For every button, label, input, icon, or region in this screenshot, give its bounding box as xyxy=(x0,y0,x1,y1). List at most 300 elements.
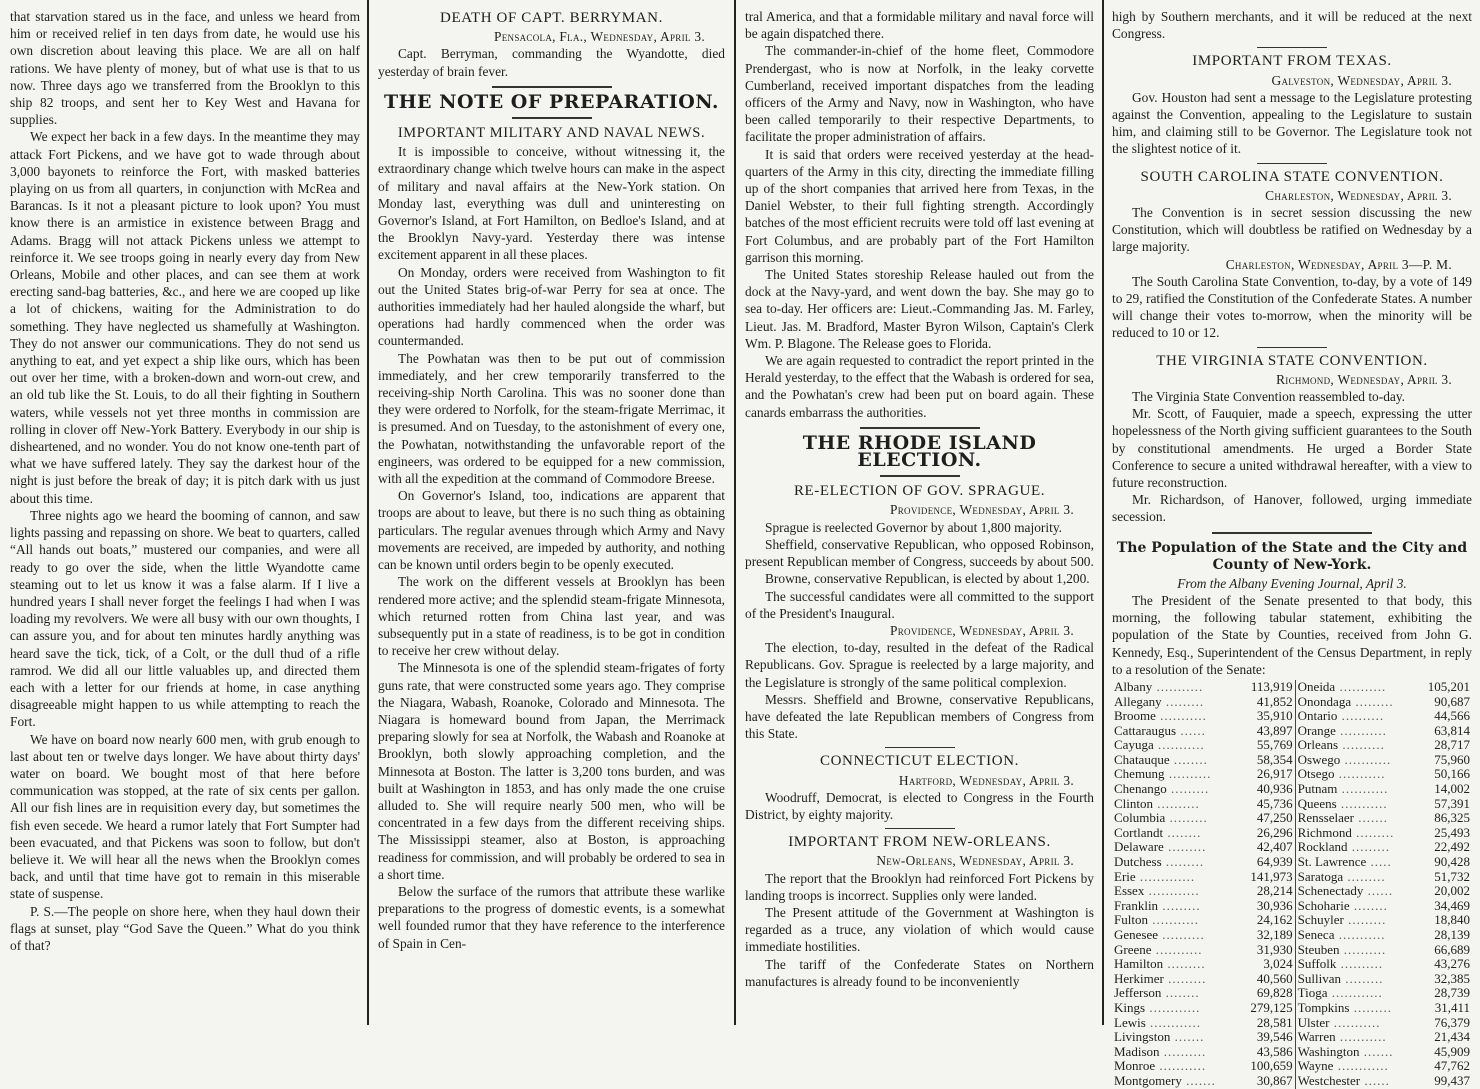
paragraph: Browne, conservative Republican, is elected by about 1,200. xyxy=(765,571,1090,587)
dot-leader: ......... xyxy=(1343,868,1386,884)
county-name xyxy=(1296,680,1417,695)
dot-leader: ......... xyxy=(1351,693,1394,709)
county-label: Jefferson xyxy=(1114,985,1162,1001)
population-value: 30,867 xyxy=(1256,1072,1293,1088)
dot-leader: ...... xyxy=(1363,883,1394,899)
dateline: Providence, Wednesday, April 3. xyxy=(889,622,1074,638)
dot-leader: ......... xyxy=(1163,839,1207,855)
population-value: 43,586 xyxy=(1256,1043,1293,1059)
divider xyxy=(1257,47,1327,48)
county-name xyxy=(1112,1045,1239,1060)
paragraph: Capt. Berryman, commanding the Wyandotte, died yesterday of brain fever. xyxy=(378,46,725,79)
population-value: 3,024 xyxy=(1263,956,1293,972)
county-label: Broome xyxy=(1114,708,1156,724)
county-name xyxy=(1296,855,1417,870)
population-value: 40,560 xyxy=(1256,970,1293,986)
county-name xyxy=(1296,811,1417,826)
paragraph: P. S.—The people on shore here, when they haul down their flags at sunset, play “God Save the Queen.” What do you think of that? xyxy=(10,903,360,953)
population-value: 47,762 xyxy=(1434,1058,1470,1074)
table-row xyxy=(1112,928,1472,943)
county-label: Kings xyxy=(1114,999,1146,1015)
paragraph: The Convention is in secret session discussing the new Constitution, which will doubtless be ratified on Wednesday by a large majority. xyxy=(1112,205,1472,255)
dot-leader: ........... xyxy=(1153,737,1205,753)
dot-leader: ........... xyxy=(1334,766,1386,782)
county-name xyxy=(1296,1030,1417,1045)
county-label: Putnam xyxy=(1297,781,1338,797)
dateline: Hartford, Wednesday, April 3. xyxy=(898,772,1074,788)
dot-leader: ........... xyxy=(1151,941,1203,957)
dot-leader: ........ xyxy=(1169,751,1208,767)
dot-leader: ....... xyxy=(1170,1029,1205,1045)
county-label: Cayuga xyxy=(1114,737,1154,753)
paragraph: Three nights ago we heard the booming of cannon, and saw lights passing and repassing on shore. We beat to quarters, called “All hands out boats,” mustered our companies, and were all ready to go over the side, when the little Wyandotte came steaming out to let us know it was a false alarm. If I live a hundred years I shall never forget the feelings I had when I was loading my revolvers. We were all busy with our own thoughts, I can assure you, and for about ten minutes hardly anything was heard save the tick, tick, of a Colt, or the dull thud of a rifle ramrod. We did all our little valuables up, and directed them each with a letter for our friends at home, in case anything disagreeable might happen to us while attempting to reach the Fort. xyxy=(10,507,360,730)
county-label: Schoharie xyxy=(1297,897,1350,913)
county-label: Dutchess xyxy=(1114,854,1162,870)
county-label: Schenectady xyxy=(1297,883,1364,899)
dot-leader: ....... xyxy=(1359,1043,1394,1059)
dot-leader: ......... xyxy=(1349,999,1392,1015)
population-value: 90,687 xyxy=(1434,693,1470,709)
table-row xyxy=(1112,782,1472,797)
dot-leader: ........ xyxy=(1161,985,1200,1001)
dot-leader: ............ xyxy=(1145,999,1201,1015)
paragraph: The Virginia State Convention reassembled to-day. xyxy=(1132,389,1406,405)
dot-leader: ........... xyxy=(1336,795,1388,811)
subhead-military-naval-news: IMPORTANT MILITARY AND NAVAL NEWS. xyxy=(397,125,706,142)
table-row xyxy=(1112,1074,1472,1089)
table-row xyxy=(1112,1059,1472,1074)
population-value: 58,354 xyxy=(1256,751,1293,767)
dot-leader: .......... xyxy=(1336,956,1384,972)
table-row xyxy=(1112,957,1472,972)
paragraph: Messrs. Sheffield and Browne, conservative Republicans, have defeated the late Republican members of Congress from this State. xyxy=(745,691,1094,742)
population-value: 43,897 xyxy=(1256,722,1293,738)
county-name xyxy=(1112,709,1239,724)
population-value: 32,189 xyxy=(1256,927,1293,942)
county-label: Herkimer xyxy=(1114,970,1164,986)
county-name xyxy=(1112,884,1239,899)
county-name xyxy=(1112,826,1239,841)
county-label: Rockland xyxy=(1297,839,1348,855)
dateline: Providence, Wednesday, April 3. xyxy=(889,502,1074,518)
county-label: Oneida xyxy=(1297,678,1336,694)
population-value: 34,469 xyxy=(1434,897,1470,913)
dot-leader: ......... xyxy=(1166,781,1210,797)
county-label: Erie xyxy=(1114,868,1136,884)
paragraph: Woodruff, Democrat, is elected to Congress in the Fourth District, by eighty majority. xyxy=(745,789,1094,822)
headline-virginia: THE VIRGINIA STATE CONVENTION. xyxy=(1156,352,1428,369)
population-value: 66,689 xyxy=(1434,941,1470,957)
county-name xyxy=(1112,943,1239,958)
dot-leader: .......... xyxy=(1337,708,1385,724)
county-label: Greene xyxy=(1114,941,1152,957)
county-label: Richmond xyxy=(1297,824,1352,840)
population-value: 39,546 xyxy=(1256,1029,1293,1045)
paragraph: The election, to-day, resulted in the defeat of the Radical Republicans. Gov. Sprague is reelected by a large majority, and the Legislature is strongly of the same political complexion. xyxy=(745,640,1094,690)
county-label: Ontario xyxy=(1297,708,1338,724)
dot-leader: ............. xyxy=(1135,868,1196,884)
population-value: 40,936 xyxy=(1256,781,1293,797)
population-value: 100,659 xyxy=(1250,1058,1293,1074)
population-value: 50,166 xyxy=(1434,766,1470,782)
county-label: Westchester xyxy=(1297,1072,1361,1088)
county-label: Rensselaer xyxy=(1297,810,1354,826)
county-label: Hamilton xyxy=(1114,956,1164,972)
population-value: 32,385 xyxy=(1434,970,1470,986)
population-value: 25,493 xyxy=(1434,824,1470,840)
population-value: 63,814 xyxy=(1434,722,1470,738)
county-label: Columbia xyxy=(1114,810,1166,826)
dot-leader: .......... xyxy=(1339,941,1387,957)
dateline: Pensacola, Fla., Wednesday, April 3. xyxy=(493,29,705,45)
table-row xyxy=(1112,1030,1472,1045)
county-label: Madison xyxy=(1114,1043,1160,1059)
population-value: 31,411 xyxy=(1434,999,1470,1015)
county-label: Orange xyxy=(1297,722,1336,738)
county-name xyxy=(1112,753,1239,768)
county-name xyxy=(1112,899,1239,914)
county-name xyxy=(1296,957,1417,972)
county-name xyxy=(1296,797,1417,812)
paragraph: Mr. Scott, of Fauquier, made a speech, expressing the utter hopelessness of the North giving sufficient guarantees to the South by constitutional amendments. He urged a Border State Conference to secure a united withdrawal hereafter, with a view to future reconstruction. xyxy=(1112,406,1472,491)
table-row xyxy=(1112,738,1472,753)
table-row xyxy=(1112,709,1472,724)
population-table xyxy=(1112,680,1472,1089)
divider xyxy=(512,117,592,119)
county-name xyxy=(1296,724,1417,739)
population-value: 47,250 xyxy=(1256,810,1293,826)
county-name xyxy=(1112,782,1239,797)
county-label: Saratoga xyxy=(1297,868,1344,884)
dot-leader: ........... xyxy=(1152,678,1204,694)
population-value: 28,717 xyxy=(1434,737,1470,753)
county-name xyxy=(1296,840,1417,855)
paragraph: Sprague is reelected Governor by about 1,800 majority. xyxy=(765,519,1062,535)
column-3-elections xyxy=(737,0,1102,1025)
county-label: Montgomery xyxy=(1114,1072,1182,1088)
county-label: Genesee xyxy=(1114,927,1159,942)
paragraph: The successful candidates were all committed to the support of the President's Inaugural. xyxy=(745,588,1094,621)
county-name xyxy=(1112,1074,1239,1089)
county-name xyxy=(1296,738,1417,753)
table-row xyxy=(1112,811,1472,826)
county-name xyxy=(1296,1001,1417,1016)
paragraph: tral America, and that a formidable military and naval force will be again dispatched there. xyxy=(745,9,1094,42)
paragraph: The tariff of the Confederate States on Northern manufactures is already found to be inconveniently xyxy=(745,956,1094,989)
headline-texas: IMPORTANT FROM TEXAS. xyxy=(1192,53,1392,70)
county-label: Cortlandt xyxy=(1114,824,1164,840)
paragraph: It is said that orders were received yesterday at the head-quarters of the Army in this city, directing the immediate filling up of the short companies that arrived here from Texas, in the Daniel Webster, to their full fighting strength. Accordingly batches of the most efficient recruits were told off last evening at Fort Columbus, and are probably part of the Fort Hamilton garrison this morning. xyxy=(745,146,1094,265)
dot-leader: .......... xyxy=(1159,1043,1207,1059)
population-value: 43,276 xyxy=(1434,956,1470,972)
headline-rhode-island-election: THE RHODE ISLAND ELECTION. xyxy=(802,431,1037,472)
table-row xyxy=(1112,767,1472,782)
county-label: Monroe xyxy=(1114,1058,1156,1074)
county-name xyxy=(1296,695,1417,710)
paragraph: Below the surface of the rumors that attribute these warlike preparations to the progress of domestic events, is a somewhat well founded rumor that they have reference to the interference of Spain in Cen- xyxy=(378,883,725,951)
county-name xyxy=(1112,972,1239,987)
county-label: Franklin xyxy=(1114,897,1159,913)
headline-connecticut-election: CONNECTICUT ELECTION. xyxy=(820,753,1019,770)
population-value: 28,139 xyxy=(1434,927,1470,942)
table-row xyxy=(1112,1001,1472,1016)
dateline: Galveston, Wednesday, April 3. xyxy=(1271,72,1452,88)
dot-leader: ........... xyxy=(1335,722,1387,738)
dot-leader: ........... xyxy=(1340,751,1392,767)
population-value: 26,296 xyxy=(1256,824,1293,840)
county-label: Albany xyxy=(1114,678,1153,694)
county-label: Clinton xyxy=(1114,795,1154,811)
county-label: Essex xyxy=(1114,883,1145,899)
subhead-reelection-sprague: RE-ELECTION OF GOV. SPRAGUE. xyxy=(793,483,1046,500)
county-name xyxy=(1112,767,1239,782)
table-row xyxy=(1112,826,1472,841)
county-name xyxy=(1296,826,1417,841)
population-value: 45,736 xyxy=(1256,795,1293,811)
dot-leader: ........... xyxy=(1335,1029,1387,1045)
table-row xyxy=(1112,840,1472,855)
table-row xyxy=(1112,1045,1472,1060)
paragraph: high by Southern merchants, and it will be reduced at the next Congress. xyxy=(1112,9,1472,42)
county-label: Schuyler xyxy=(1297,912,1344,928)
dot-leader: ......... xyxy=(1343,912,1387,928)
population-value: 64,939 xyxy=(1256,854,1293,870)
county-label: Wayne xyxy=(1297,1058,1334,1074)
county-name xyxy=(1112,738,1239,753)
county-name xyxy=(1296,782,1417,797)
population-value: 26,917 xyxy=(1256,766,1293,782)
county-label: Tioga xyxy=(1297,985,1328,1001)
county-label: Livingston xyxy=(1114,1029,1171,1045)
paragraph: The commander-in-chief of the home fleet, Commodore Prendergast, who is now at Norfolk, in the leaky corvette Cumberland, received important dispatches from the leading officers of the Army and Navy, now in Washington, who have been called temporarily to their respective Departments, to facilitate the proper administration of affairs. xyxy=(745,43,1094,145)
county-name xyxy=(1112,1030,1239,1045)
county-label: Allegany xyxy=(1114,693,1162,709)
divider xyxy=(885,747,955,748)
county-label: St. Lawrence xyxy=(1297,854,1367,870)
county-name xyxy=(1112,1059,1239,1074)
county-name xyxy=(1112,680,1239,695)
dateline: Richmond, Wednesday, April 3. xyxy=(1276,371,1452,387)
county-name xyxy=(1112,797,1239,812)
population-value: 28,214 xyxy=(1256,883,1293,899)
county-name xyxy=(1112,1016,1239,1031)
population-value: 279,125 xyxy=(1250,999,1293,1015)
dot-leader: ......... xyxy=(1163,956,1206,972)
headline-death-berryman: DEATH OF CAPT. BERRYMAN. xyxy=(440,10,663,26)
dot-leader: ........... xyxy=(1147,912,1199,928)
paragraph: The report that the Brooklyn had reinforced Fort Pickens by landing troops is incorrect. Supplies only were landed. xyxy=(745,870,1094,903)
county-label: Ulster xyxy=(1297,1014,1330,1030)
county-label: Sullivan xyxy=(1297,970,1341,986)
county-name xyxy=(1112,913,1239,928)
population-value: 42,407 xyxy=(1256,839,1293,855)
population-value: 35,910 xyxy=(1256,708,1293,724)
county-name xyxy=(1112,695,1239,710)
county-name xyxy=(1296,913,1417,928)
county-label: Lewis xyxy=(1114,1014,1146,1030)
table-row xyxy=(1112,797,1472,812)
divider xyxy=(880,475,960,477)
divider xyxy=(885,828,955,829)
headline-population: The Population of the State and the City and County of New-York. xyxy=(1116,539,1468,573)
county-label: Oswego xyxy=(1297,751,1341,767)
dot-leader: .......... xyxy=(1338,737,1385,753)
divider xyxy=(492,86,612,88)
county-name xyxy=(1296,767,1417,782)
county-name xyxy=(1296,1059,1417,1074)
county-name xyxy=(1112,957,1239,972)
divider xyxy=(1257,347,1327,348)
table-row xyxy=(1112,899,1472,914)
headline-note-of-preparation: THE NOTE OF PREPARATION. xyxy=(383,90,720,113)
headline-new-orleans: IMPORTANT FROM NEW-ORLEANS. xyxy=(788,834,1051,851)
population-value: 24,162 xyxy=(1256,912,1293,928)
county-name xyxy=(1112,986,1239,1001)
county-name xyxy=(1296,1045,1417,1060)
table-row xyxy=(1112,884,1472,899)
paragraph: Mr. Richardson, of Hanover, followed, urging immediate secession. xyxy=(1112,492,1472,525)
population-value: 22,492 xyxy=(1434,839,1470,855)
paragraph: Sheffield, conservative Republican, who opposed Robinson, present Republican member of Congress, succeeds by about 500. xyxy=(745,536,1094,570)
county-name xyxy=(1296,943,1417,958)
headline-south-carolina: SOUTH CAROLINA STATE CONVENTION. xyxy=(1140,168,1444,185)
paragraph: On Monday, orders were received from Washington to fit out the United States brig-of-war Perry for sea at once. The authorities immediately had her hauled alongside the wharf, but operations had hardly commenced when the order was countermanded. xyxy=(378,264,725,349)
county-name xyxy=(1112,855,1239,870)
population-value: 90,428 xyxy=(1434,854,1470,870)
paragraph: The President of the Senate presented to that body, this morning, the following tabular statement, exhibiting the population of the State by Counties, received from John G. Kennedy, Esq., Superintendent of the Census Department, in reply to a resolution of the Senate: xyxy=(1112,592,1472,677)
county-label: Seneca xyxy=(1297,927,1335,942)
column-4-conventions xyxy=(1104,0,1480,1088)
population-value: 75,960 xyxy=(1434,751,1470,767)
table-row xyxy=(1112,753,1472,768)
table-row xyxy=(1112,943,1472,958)
paragraph: The work on the different vessels at Brooklyn has been rendered more active; and the splendid steam-frigate Minnesota, which returned rotten from China last year, and was subsequently put in a state of readiness, is to be got in condition to receive her crew without delay. xyxy=(378,574,725,659)
county-name xyxy=(1112,724,1239,739)
column-2-preparation xyxy=(370,0,733,1025)
population-value: 41,852 xyxy=(1256,693,1293,709)
table-row xyxy=(1112,986,1472,1001)
county-name xyxy=(1112,928,1239,943)
dot-leader: ......... xyxy=(1161,854,1205,870)
paragraph: It is impossible to conceive, without witnessing it, the extraordinary change which twelve hours can make in the aspect of military and naval affairs at the New-York station. On Monday last, everything was dull and uninteresting on Governor's Island, at Fort Hamilton, on Bedloe's Island, and at the Brooklyn Navy-yard. Yesterday there was intense excitement apparent in all these places. xyxy=(378,144,725,263)
population-value: 69,828 xyxy=(1256,985,1293,1001)
county-name xyxy=(1112,840,1239,855)
dot-leader: ............ xyxy=(1333,1058,1389,1074)
table-row xyxy=(1112,855,1472,870)
county-label: Suffolk xyxy=(1297,956,1337,972)
dot-leader: ......... xyxy=(1158,897,1201,913)
county-name xyxy=(1296,986,1417,1001)
divider xyxy=(860,427,980,429)
divider xyxy=(1212,532,1372,534)
dot-leader: ........ xyxy=(1163,824,1202,840)
table-row xyxy=(1112,724,1472,739)
county-name xyxy=(1296,1074,1417,1089)
population-value: 20,002 xyxy=(1434,883,1470,899)
source-attribution: From the Albany Evening Journal, April 3. xyxy=(1177,575,1407,591)
dot-leader: .......... xyxy=(1158,927,1205,942)
paragraph: On Governor's Island, too, indications are apparent that troops are about to leave, but there is no such thing as obtaining particulars. The regular avenues through which Army and Navy movements are received, are impeded by authority, and nothing can be known until orders begin to be openly executed. xyxy=(378,488,725,573)
table-row xyxy=(1112,1016,1472,1031)
county-name xyxy=(1296,1016,1417,1031)
county-label: Chemung xyxy=(1114,766,1165,782)
population-value: 113,919 xyxy=(1250,678,1293,694)
population-value: 86,325 xyxy=(1434,810,1470,826)
column-1-letter xyxy=(0,0,368,1025)
dot-leader: ......... xyxy=(1163,970,1207,986)
county-name xyxy=(1296,884,1417,899)
paragraph: The Minnesota is one of the splendid steam-frigates of forty guns rate, that were constructed some years ago. They comprise the Niagara, Wabash, Roanoke, Colorado and Minnesota. The Niagara is homeward bound from Japan, the Merrimack preparing slowly for sea at Norfolk, the Wabash and Roanoke at Brooklyn, both slowly approaching completion, and the Minnesota at Boston. The latter is 3,200 tons burden, and was built at Washington in 1853, and has only made the one cruise alluded to. She will require nearly 500 men, who will be concentrated in a few days from the different receiving ships. The Mississippi steamer, also at Boston, is approaching readiness for commission, and will probably be ordered to sea in a short time. xyxy=(378,660,725,882)
county-label: Steuben xyxy=(1297,941,1340,957)
county-name xyxy=(1296,899,1417,914)
dot-leader: ......... xyxy=(1341,970,1384,986)
table-row xyxy=(1112,695,1472,710)
population-value: 28,739 xyxy=(1434,985,1470,1001)
dot-leader: ......... xyxy=(1161,693,1205,709)
paragraph: The Powhatan was then to be put out of commission immediately, and her crew temporarily transferred to the receiving-ship North Carolina. This was no sooner done than they were ordered to Norfolk, for the steam-frigate Merrimac, it is presumed. And on Tuesday, to the astonishment of every one, the Powhatan, notwithstanding the unfavorable report of the engineers, was ordered to be equipped for a new commission, with all the expedition at the command of Commodore Breese. xyxy=(378,350,725,487)
dateline: Charleston, Wednesday, April 3—P. M. xyxy=(1225,256,1452,272)
population-value: 76,379 xyxy=(1434,1014,1470,1030)
population-value: 30,936 xyxy=(1256,897,1293,913)
population-value: 45,909 xyxy=(1434,1043,1470,1059)
paragraph: We are again requested to contradict the report printed in the Herald yesterday, to the effect that the Wabash is ordered for sea, and the Powhatan's crew had been put on board again. These canards embarrass the authorities. xyxy=(745,353,1094,420)
population-value: 21,434 xyxy=(1434,1029,1470,1045)
table-row xyxy=(1112,680,1472,695)
dot-leader: ............ xyxy=(1145,1014,1202,1030)
county-label: Orleans xyxy=(1297,737,1339,753)
dot-leader: ...... xyxy=(1176,722,1206,738)
dot-leader: ........... xyxy=(1335,678,1387,694)
dot-leader: ..... xyxy=(1366,854,1392,870)
dateline: New-Orleans, Wednesday, April 3. xyxy=(876,853,1074,869)
dot-leader: ........... xyxy=(1155,708,1207,724)
county-label: Onondaga xyxy=(1297,693,1352,709)
paragraph: The United States storeship Release hauled out from the dock at the Navy-yard, and went down the bay. She may go to sea to-day. Her officers are: Lieut.-Commanding Jas. M. Farley, Lieut. Jas. M. Bradford, Master Byron Wilson, Captain's Clerk Wm. P. Blagone. The Release goes to Florida. xyxy=(745,267,1094,351)
county-label: Otsego xyxy=(1297,766,1335,782)
population-value: 51,732 xyxy=(1434,868,1470,884)
county-name xyxy=(1112,811,1239,826)
county-name xyxy=(1112,870,1239,885)
county-name xyxy=(1296,753,1417,768)
table-row xyxy=(1112,913,1472,928)
paragraph: We expect her back in a few days. In the meantime they may attack Fort Pickens, and we have got to wade through about 3,000 bayonets to reinforce the Fort, with masked batteries playing on us from all quarters, in conjunction with McRea and Barancas. Is it not a pleasant picture to look upon? You must know there is an armistice in existence between Bragg and Adams. Bragg will not attack Pickens unless we attempt to reinforce it. We see troops going in nearly every day from New Orleans, Mobile and other places, and can see them at work erecting sand-bag batteries, &c., and here we are cooped up like a lot of chickens, waiting for the Administration to do something. They have neglected us shamefully at Washington. They do not answer our communications. They do not send us anything to eat, and yet expect a ship like ours, which has been out over her time, with a broken-down and worn-out crew, and an old tub like the St. Louis, to do all their fighting in Southern waters, while vessels not yet three months in commission are rolling in clover off New-York Battery. Everybody in our ship is disheartened, and no wonder. You do not know one-tenth part of what we have suffered lately. They say the darkest hour of the night is just before the break of day; it is pitch dark with us just about this time. xyxy=(10,129,360,506)
population-value: 141,973 xyxy=(1250,868,1293,884)
table-row xyxy=(1112,972,1472,987)
dot-leader: ............ xyxy=(1327,985,1383,1001)
column-rule xyxy=(734,0,736,1025)
dateline: Charleston, Wednesday, April 3. xyxy=(1265,187,1452,203)
county-label: Fulton xyxy=(1114,912,1148,928)
county-name xyxy=(1296,709,1417,724)
population-value: 57,391 xyxy=(1434,795,1470,811)
dot-leader: ........... xyxy=(1337,781,1389,797)
county-label: Washington xyxy=(1297,1043,1360,1059)
dot-leader: ........... xyxy=(1155,1058,1207,1074)
population-value: 105,201 xyxy=(1427,678,1470,694)
dot-leader: ........... xyxy=(1329,1014,1381,1030)
population-value: 99,437 xyxy=(1434,1072,1470,1088)
dot-leader: .......... xyxy=(1153,795,1200,811)
county-name xyxy=(1296,972,1417,987)
population-value: 44,566 xyxy=(1434,708,1470,724)
dot-leader: ...... xyxy=(1360,1072,1390,1088)
paragraph: that starvation stared us in the face, and unless we heard from him or received relief in ten days from date, he would use his own discretion about leaving this place. We are all on half rations. We have plenty of money, but of what use is that to us now. Three days ago we transferred from the Brooklyn to this ship 82 troops, and sent her to Key West and Havana for supplies. xyxy=(10,9,360,128)
dot-leader: ........... xyxy=(1334,927,1386,942)
population-value: 55,769 xyxy=(1256,737,1293,753)
county-label: Warren xyxy=(1297,1029,1336,1045)
county-label: Chenango xyxy=(1114,781,1167,797)
county-label: Cattaraugus xyxy=(1114,722,1177,738)
